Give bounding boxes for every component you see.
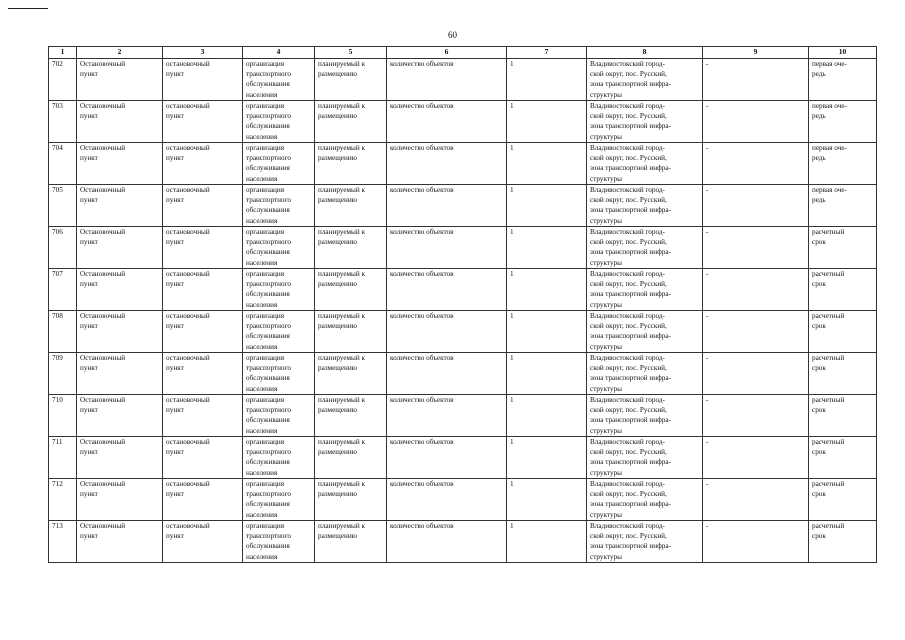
cell-quantity: 1 — [507, 185, 587, 227]
cell-object-type: остановочный пункт — [163, 269, 243, 311]
cell-zone-type: - — [703, 311, 809, 353]
cell-zone-type: - — [703, 269, 809, 311]
cell-quantity: 1 — [507, 101, 587, 143]
cell-location: Владивостокский город- ской округ, пос. Русский, зона транспортной инфра- структуры — [587, 227, 703, 269]
cell-location: Владивостокский город- ской округ, пос. Русский, зона транспортной инфра- структуры — [587, 395, 703, 437]
cell-status: планируемый к размещению — [315, 101, 387, 143]
cell-object-name: Остановочный пункт — [77, 311, 163, 353]
cell-stage: первая оче- редь — [809, 143, 877, 185]
cell-indicator: количество объектов — [387, 437, 507, 479]
cell-status: планируемый к размещению — [315, 479, 387, 521]
cell-status: планируемый к размещению — [315, 143, 387, 185]
cell-object-name: Остановочный пункт — [77, 101, 163, 143]
objects-table — [48, 46, 877, 563]
table-row — [49, 59, 877, 101]
table-row — [49, 143, 877, 185]
cell-zone-type: - — [703, 521, 809, 563]
cell-purpose: организация транспортного обслуживания населения — [243, 479, 315, 521]
cell-indicator: количество объектов — [387, 479, 507, 521]
page-number: 60 — [448, 30, 457, 40]
cell-status: планируемый к размещению — [315, 395, 387, 437]
cell-zone-type: - — [703, 143, 809, 185]
cell-object-type: остановочный пункт — [163, 227, 243, 269]
cell-location: Владивостокский город- ской округ, пос. Русский, зона транспортной инфра- структуры — [587, 479, 703, 521]
cell-indicator: количество объектов — [387, 353, 507, 395]
cell-indicator: количество объектов — [387, 395, 507, 437]
cell-object-name: Остановочный пункт — [77, 395, 163, 437]
cell-object-type: остановочный пункт — [163, 311, 243, 353]
cell-row-number: 707 — [49, 269, 77, 311]
cell-status: планируемый к размещению — [315, 437, 387, 479]
cell-stage: расчетный срок — [809, 227, 877, 269]
header-cell: 4 — [243, 47, 315, 59]
header-cell: 10 — [809, 47, 877, 59]
cell-quantity: 1 — [507, 437, 587, 479]
cell-quantity: 1 — [507, 479, 587, 521]
cell-purpose: организация транспортного обслуживания населения — [243, 311, 315, 353]
table-body — [49, 59, 877, 563]
cell-zone-type: - — [703, 185, 809, 227]
cell-object-name: Остановочный пункт — [77, 227, 163, 269]
cell-object-name: Остановочный пункт — [77, 269, 163, 311]
corner-rule — [8, 8, 48, 9]
cell-zone-type: - — [703, 227, 809, 269]
cell-quantity: 1 — [507, 227, 587, 269]
header-cell: 8 — [587, 47, 703, 59]
cell-purpose: организация транспортного обслуживания населения — [243, 521, 315, 563]
cell-object-type: остановочный пункт — [163, 395, 243, 437]
cell-purpose: организация транспортного обслуживания населения — [243, 395, 315, 437]
cell-row-number: 702 — [49, 59, 77, 101]
cell-row-number: 709 — [49, 353, 77, 395]
cell-location: Владивостокский город- ской округ, пос. Русский, зона транспортной инфра- структуры — [587, 437, 703, 479]
cell-object-type: остановочный пункт — [163, 479, 243, 521]
cell-status: планируемый к размещению — [315, 521, 387, 563]
table-row — [49, 185, 877, 227]
cell-indicator: количество объектов — [387, 101, 507, 143]
cell-location: Владивостокский город- ской округ, пос. Русский, зона транспортной инфра- структуры — [587, 101, 703, 143]
cell-indicator: количество объектов — [387, 311, 507, 353]
cell-purpose: организация транспортного обслуживания населения — [243, 437, 315, 479]
table-row — [49, 101, 877, 143]
cell-object-name: Остановочный пункт — [77, 143, 163, 185]
cell-quantity: 1 — [507, 311, 587, 353]
cell-row-number: 706 — [49, 227, 77, 269]
cell-stage: расчетный срок — [809, 353, 877, 395]
cell-stage: первая оче- редь — [809, 185, 877, 227]
cell-location: Владивостокский город- ской округ, пос. Русский, зона транспортной инфра- структуры — [587, 311, 703, 353]
table-row — [49, 437, 877, 479]
cell-object-name: Остановочный пункт — [77, 479, 163, 521]
table-row — [49, 353, 877, 395]
cell-zone-type: - — [703, 479, 809, 521]
header-cell: 1 — [49, 47, 77, 59]
cell-object-type: остановочный пункт — [163, 353, 243, 395]
header-cell: 3 — [163, 47, 243, 59]
cell-object-name: Остановочный пункт — [77, 353, 163, 395]
cell-location: Владивостокский город- ской округ, пос. Русский, зона транспортной инфра- структуры — [587, 143, 703, 185]
cell-quantity: 1 — [507, 269, 587, 311]
cell-stage: расчетный срок — [809, 437, 877, 479]
table-row — [49, 269, 877, 311]
cell-stage: расчетный срок — [809, 521, 877, 563]
cell-quantity: 1 — [507, 521, 587, 563]
table-header-row — [49, 47, 877, 59]
table-row — [49, 395, 877, 437]
cell-purpose: организация транспортного обслуживания населения — [243, 143, 315, 185]
table-row — [49, 521, 877, 563]
cell-object-type: остановочный пункт — [163, 143, 243, 185]
cell-object-type: остановочный пункт — [163, 101, 243, 143]
cell-row-number: 703 — [49, 101, 77, 143]
cell-indicator: количество объектов — [387, 521, 507, 563]
cell-zone-type: - — [703, 59, 809, 101]
header-cell: 2 — [77, 47, 163, 59]
cell-row-number: 712 — [49, 479, 77, 521]
cell-stage: расчетный срок — [809, 311, 877, 353]
cell-purpose: организация транспортного обслуживания населения — [243, 269, 315, 311]
table-row — [49, 227, 877, 269]
cell-zone-type: - — [703, 101, 809, 143]
cell-stage: первая оче- редь — [809, 59, 877, 101]
cell-object-type: остановочный пункт — [163, 437, 243, 479]
cell-indicator: количество объектов — [387, 185, 507, 227]
cell-object-name: Остановочный пункт — [77, 437, 163, 479]
header-cell: 7 — [507, 47, 587, 59]
cell-object-type: остановочный пункт — [163, 185, 243, 227]
cell-purpose: организация транспортного обслуживания населения — [243, 185, 315, 227]
cell-status: планируемый к размещению — [315, 311, 387, 353]
cell-quantity: 1 — [507, 59, 587, 101]
cell-purpose: организация транспортного обслуживания населения — [243, 227, 315, 269]
cell-object-name: Остановочный пункт — [77, 185, 163, 227]
cell-status: планируемый к размещению — [315, 269, 387, 311]
cell-quantity: 1 — [507, 143, 587, 185]
cell-indicator: количество объектов — [387, 269, 507, 311]
header-cell: 9 — [703, 47, 809, 59]
cell-stage: расчетный срок — [809, 479, 877, 521]
cell-location: Владивостокский город- ской округ, пос. Русский, зона транспортной инфра- структуры — [587, 353, 703, 395]
cell-zone-type: - — [703, 353, 809, 395]
cell-purpose: организация транспортного обслуживания населения — [243, 59, 315, 101]
cell-row-number: 711 — [49, 437, 77, 479]
cell-row-number: 708 — [49, 311, 77, 353]
cell-indicator: количество объектов — [387, 227, 507, 269]
cell-object-name: Остановочный пункт — [77, 59, 163, 101]
cell-location: Владивостокский город- ской округ, пос. Русский, зона транспортной инфра- структуры — [587, 185, 703, 227]
cell-status: планируемый к размещению — [315, 59, 387, 101]
cell-row-number: 704 — [49, 143, 77, 185]
cell-location: Владивостокский город- ской округ, пос. Русский, зона транспортной инфра- структуры — [587, 59, 703, 101]
cell-quantity: 1 — [507, 395, 587, 437]
header-cell: 6 — [387, 47, 507, 59]
cell-object-name: Остановочный пункт — [77, 521, 163, 563]
cell-stage: расчетный срок — [809, 395, 877, 437]
cell-indicator: количество объектов — [387, 143, 507, 185]
cell-indicator: количество объектов — [387, 59, 507, 101]
cell-object-type: остановочный пункт — [163, 59, 243, 101]
table-row — [49, 479, 877, 521]
cell-stage: первая оче- редь — [809, 101, 877, 143]
cell-row-number: 705 — [49, 185, 77, 227]
cell-status: планируемый к размещению — [315, 185, 387, 227]
cell-row-number: 713 — [49, 521, 77, 563]
cell-purpose: организация транспортного обслуживания населения — [243, 101, 315, 143]
cell-status: планируемый к размещению — [315, 227, 387, 269]
cell-purpose: организация транспортного обслуживания населения — [243, 353, 315, 395]
cell-stage: расчетный срок — [809, 269, 877, 311]
cell-zone-type: - — [703, 437, 809, 479]
cell-status: планируемый к размещению — [315, 353, 387, 395]
cell-row-number: 710 — [49, 395, 77, 437]
header-cell: 5 — [315, 47, 387, 59]
cell-location: Владивостокский город- ской округ, пос. Русский, зона транспортной инфра- структуры — [587, 521, 703, 563]
cell-zone-type: - — [703, 395, 809, 437]
cell-location: Владивостокский город- ской округ, пос. Русский, зона транспортной инфра- структуры — [587, 269, 703, 311]
table-row — [49, 311, 877, 353]
cell-object-type: остановочный пункт — [163, 521, 243, 563]
cell-quantity: 1 — [507, 353, 587, 395]
